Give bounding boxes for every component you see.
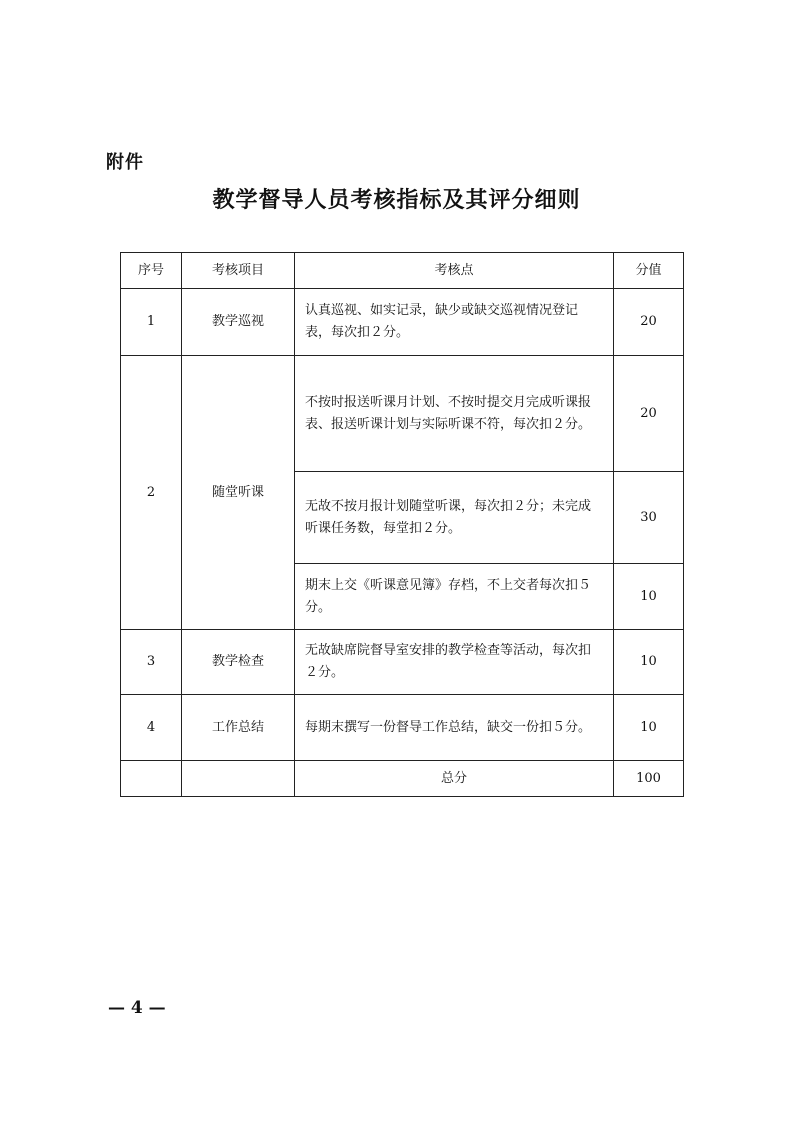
row-score: 20: [614, 356, 684, 472]
row-score: 10: [614, 630, 684, 695]
table-row: [121, 289, 684, 356]
row-score: 10: [614, 695, 684, 761]
total-label: 总分: [295, 761, 614, 797]
assessment-table: [120, 252, 684, 797]
row-no: 4: [121, 695, 182, 761]
row-point: 认真巡视、如实记录，缺少或缺交巡视情况登记表，每次扣２分。: [295, 289, 614, 356]
row-point: 不按时报送听课月计划、不按时提交月完成听课报表、报送听课计划与实际听课不符，每次扣２分。: [295, 356, 614, 472]
row-no: 1: [121, 289, 182, 356]
attachment-label: 附件: [106, 152, 144, 173]
row-item: 教学巡视: [182, 289, 295, 356]
row-no: 3: [121, 630, 182, 695]
total-no-empty: [121, 761, 182, 797]
table-row: [121, 356, 684, 472]
header-item: 考核项目: [182, 253, 295, 289]
total-score: 100: [614, 761, 684, 797]
header-point: 考核点: [295, 253, 614, 289]
table-row: [121, 630, 684, 695]
header-score: 分值: [614, 253, 684, 289]
table-row: [121, 695, 684, 761]
total-row: [121, 761, 684, 797]
table-header-row: [121, 253, 684, 289]
row-score: 30: [614, 472, 684, 564]
row-no: 2: [121, 356, 182, 630]
row-point: 无故不按月报计划随堂听课，每次扣２分；未完成听课任务数，每堂扣２分。: [295, 472, 614, 564]
page-number: — 4 —: [108, 998, 166, 1018]
row-point: 期末上交《听课意见簿》存档，不上交者每次扣５分。: [295, 564, 614, 630]
row-item: 工作总结: [182, 695, 295, 761]
row-item: 教学检查: [182, 630, 295, 695]
row-score: 20: [614, 289, 684, 356]
total-item-empty: [182, 761, 295, 797]
row-item: 随堂听课: [182, 356, 295, 630]
row-score: 10: [614, 564, 684, 630]
row-point: 每期末撰写一份督导工作总结，缺交一份扣５分。: [295, 695, 614, 761]
document-title: 教学督导人员考核指标及其评分细则: [212, 188, 581, 213]
row-point: 无故缺席院督导室安排的教学检查等活动，每次扣２分。: [295, 630, 614, 695]
header-no: 序号: [121, 253, 182, 289]
